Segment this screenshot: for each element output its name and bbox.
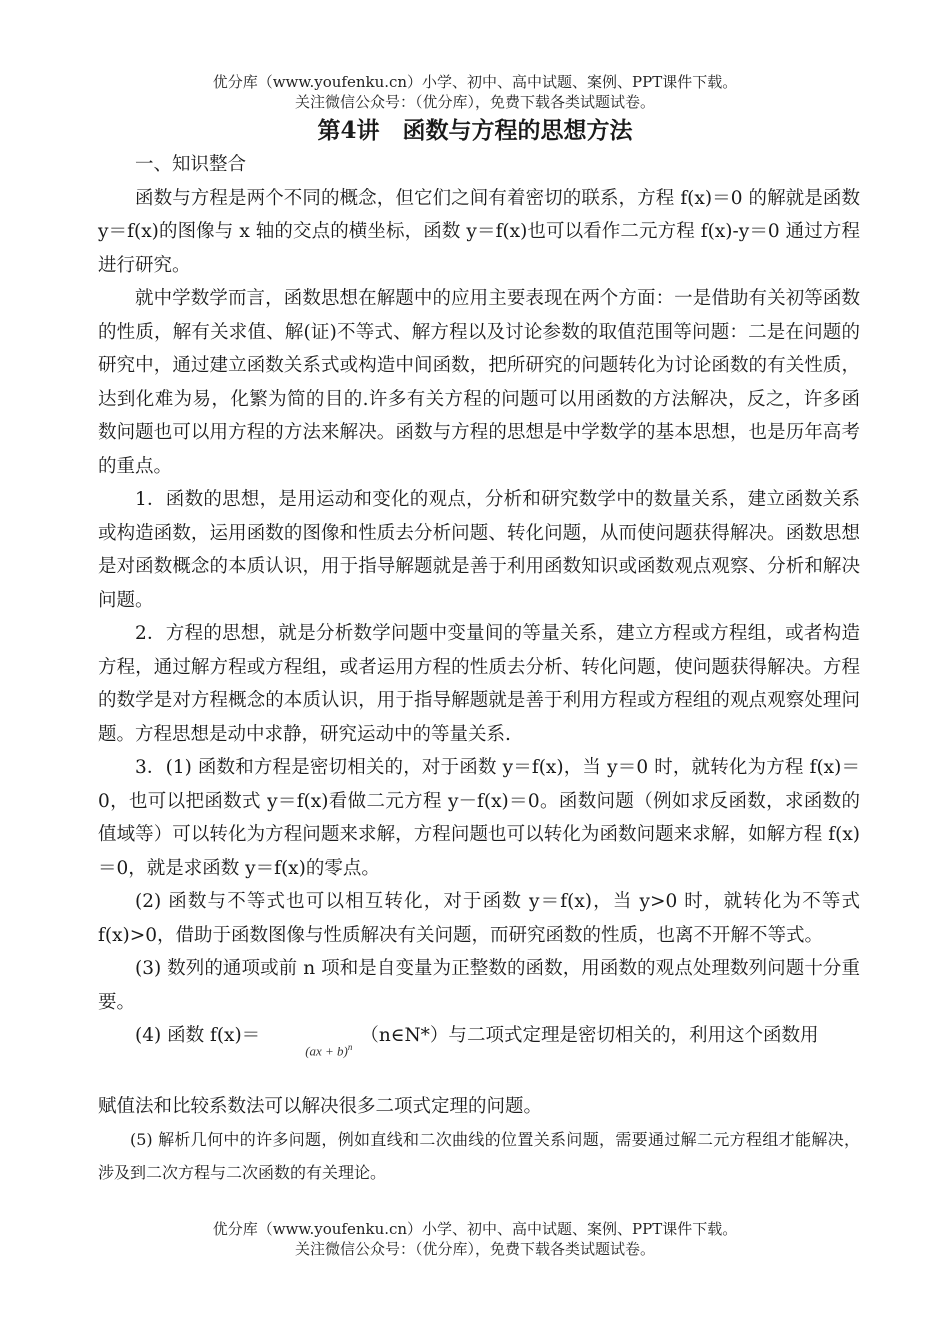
- binomial-formula-exponent: n: [347, 1041, 353, 1052]
- paragraph-6: [98, 885, 860, 952]
- spacer: [98, 1068, 860, 1090]
- paragraph-3: 1．函数的思想，是用运动和变化的观点，分析和研究数学中的数量关系，建立函数关系或构造函数，运用函数的图像和性质去分析问题、转化问题，从而使问题获得解决。函数思想是对函数概念的本质认识，用于指导解题就是善于利用函数知识或函数观点观察、分析和解决问题。: [98, 489, 860, 611]
- paragraph-1: 函数与方程是两个不同的概念，但它们之间有着密切的联系，方程 f(x)＝0 的解就是函数 y＝f(x)的图像与 x 轴的交点的横坐标，函数 y＝f(x)也可以看作二元方程 f(x)-y＝0 通过方程进行研究。: [98, 187, 860, 276]
- footer-line-1: 优分库（www.youfenku.cn）小学、初中、高中试题、案例、PPT课件下载。: [212, 1220, 738, 1238]
- footer-line-2: 关注微信公众号：（优分库），免费下载各类试题试卷。: [294, 1240, 655, 1258]
- paragraph-8-continued: 赋值法和比较系数法可以解决很多二项式定理的问题。: [98, 1095, 543, 1117]
- header-line-1: 优分库（www.youfenku.cn）小学、初中、高中试题、案例、PPT课件下载。: [212, 73, 738, 91]
- page-title: 第4讲 函数与方程的思想方法: [317, 117, 633, 144]
- paragraph-2: 就中学数学而言，函数思想在解题中的应用主要表现在两个方面：一是借助有关初等函数的性质，解有关求值、解(证)不等式、解方程以及讨论参数的取值范围等问题：二是在问题的研究中，通过建立函数关系式或构造中间函数，把所研究的问题转化为讨论函数的有关性质，达到化难为易，化繁为简的目的.许多有关方程的问题可以用函数的方法解决，反之，许多函数问题也可以用方程的方法来解决。函数与方程的思想是中学数学的基本思想，也是历年高考的重点。: [98, 288, 860, 477]
- section-heading: 一、知识整合: [135, 154, 247, 175]
- paragraph-5: 3．(1) 函数和方程是密切相关的，对于函数 y＝f(x)，当 y＝0 时，就转化为方程 f(x)＝0，也可以把函数式 y＝f(x)看做二元方程 y－f(x)＝0。函数问题（例如求反函数，求函数的值域等）可以转化为方程问题来求解，方程问题也可以转化为函数问题来求解，如解方程 f(x)＝0，就是求函数 y＝f(x)的零点。: [98, 757, 860, 879]
- paragraph-8: [98, 1019, 860, 1068]
- paragraph-9: (5) 解析几何中的许多问题，例如直线和二次曲线的位置关系问题，需要通过解二元方程组才能解决，涉及到二次方程与二次函数的有关理论。: [98, 1130, 860, 1182]
- paragraph-4: 2．方程的思想，就是分析数学问题中变量间的等量关系，建立方程或方程组，或者构造方程，通过解方程或方程组，或者运用方程的性质去分析、转化问题，使问题获得解决。方程的数学是对方程概念的本质认识，用于指导解题就是善于利用方程或方程组的观点观察处理问题。方程思想是动中求静，研究运动中的等量关系.: [98, 623, 860, 745]
- document-body: [98, 148, 860, 1189]
- header-line-2: 关注微信公众号：（优分库），免费下载各类试题试卷。: [294, 93, 655, 111]
- paragraph-8-after: （n∈N*）与二项式定理是密切相关的，利用这个函数用: [360, 1025, 819, 1046]
- binomial-formula: [268, 1031, 352, 1068]
- binomial-formula-base: (ax + b): [305, 1043, 348, 1058]
- paragraph-8-before: (4) 函数 f(x)＝: [135, 1025, 261, 1046]
- paragraph-7: (3) 数列的通项或前 n 项和是自变量为正整数的函数，用函数的观点处理数列问题十分重要。: [98, 958, 860, 1013]
- paragraph-6-text: (2) 函数与不等式也可以相互转化，对于函数 y＝f(x)，当 y>0 时，就转化为不等式 f(x)>0，借助于函数图像与性质解决有关问题，而研究函数的性质，也离不开解不等式。: [98, 891, 860, 946]
